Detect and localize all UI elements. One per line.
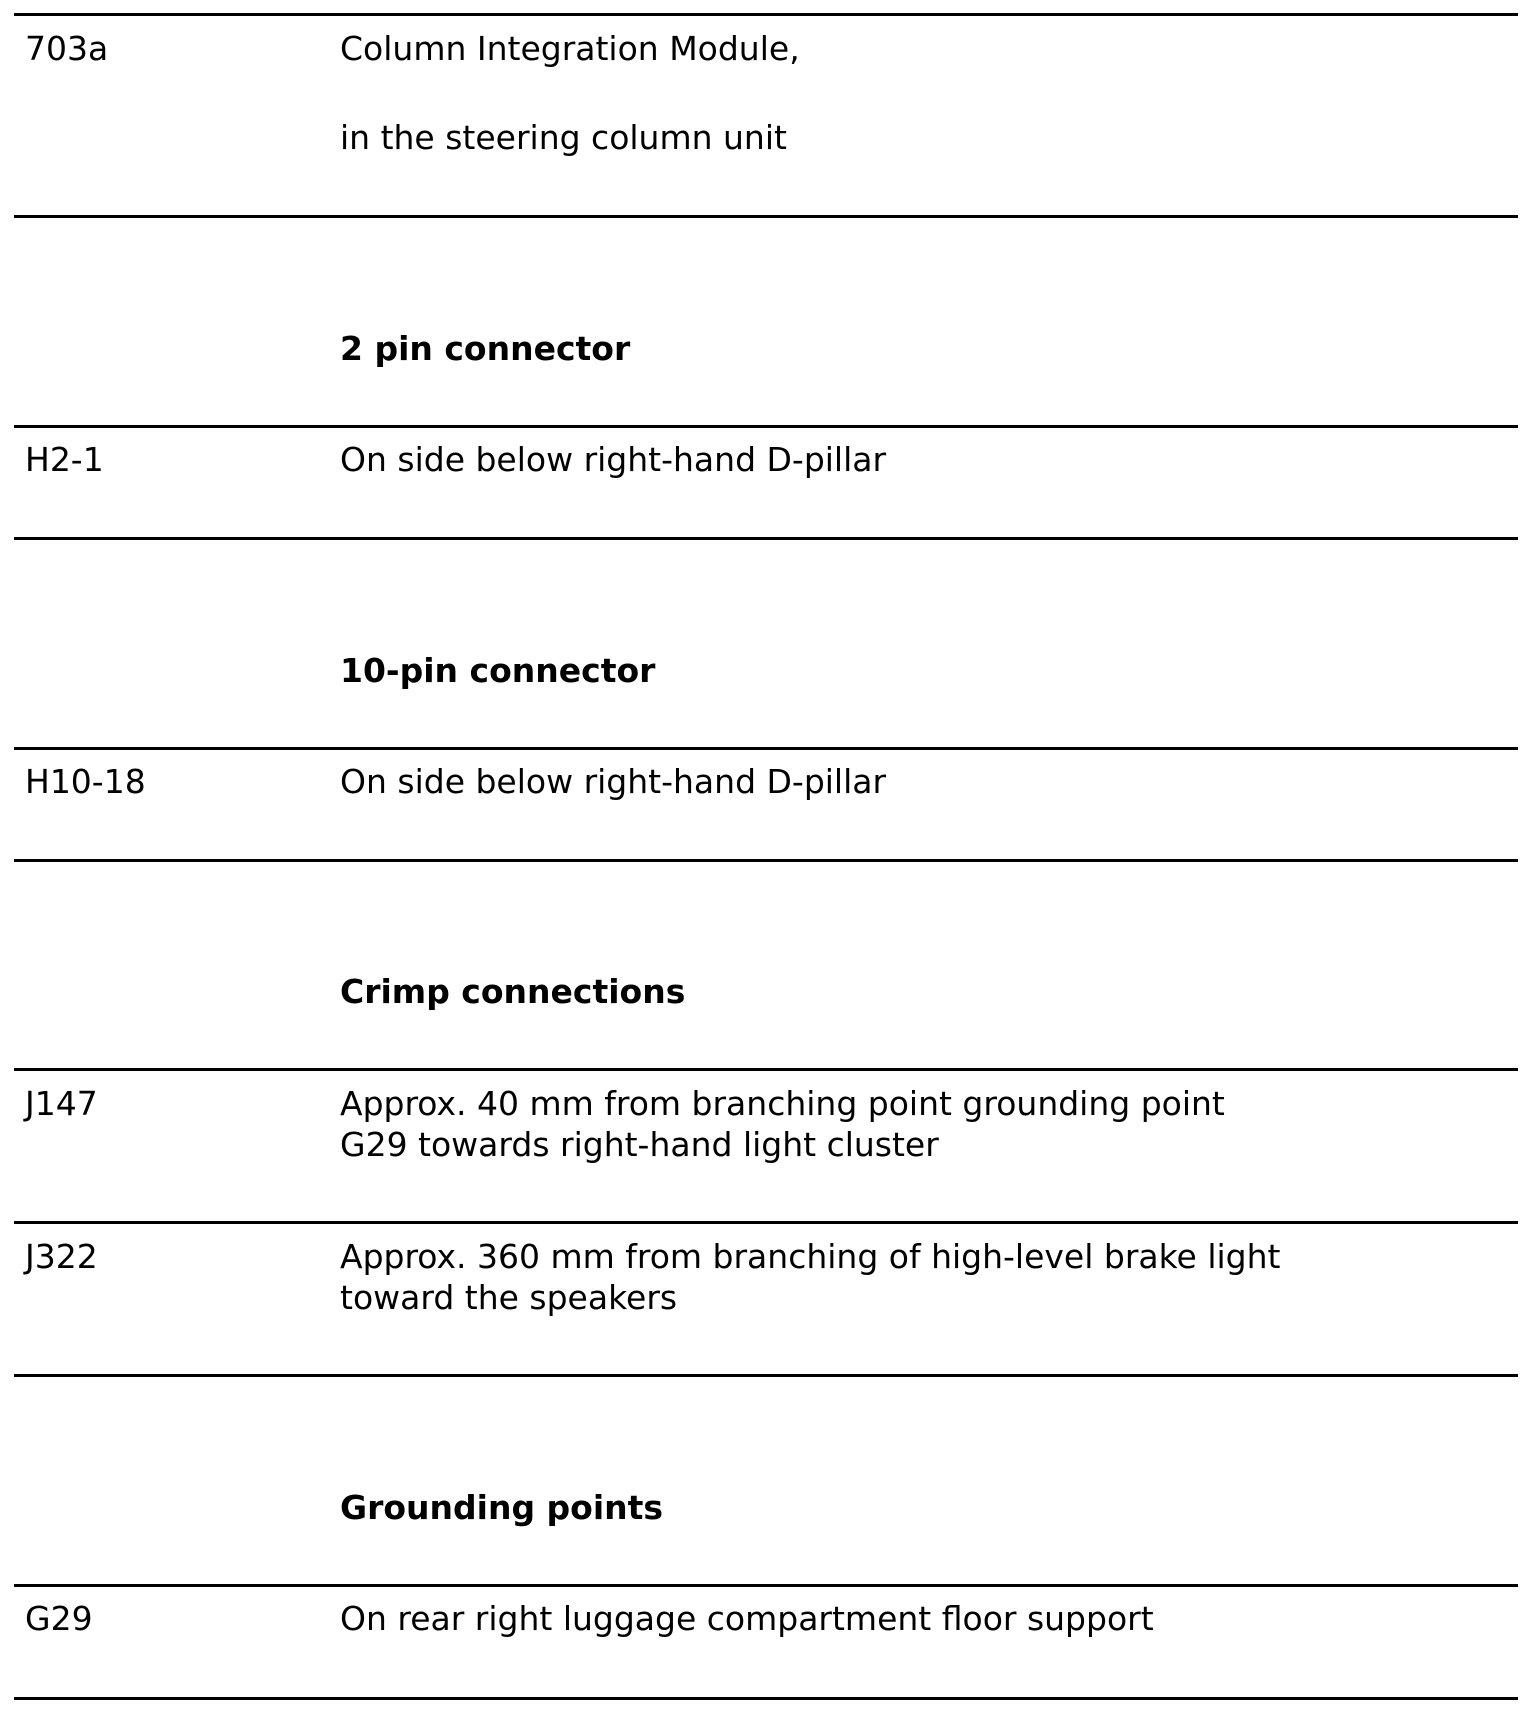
component-code: 703a xyxy=(25,29,109,68)
component-code: H2-1 xyxy=(25,440,104,479)
component-code: J322 xyxy=(25,1237,98,1276)
row-divider xyxy=(14,425,1518,428)
section-heading: Crimp connections xyxy=(340,972,686,1011)
row-divider xyxy=(14,1697,1518,1700)
component-description: Approx. 360 mm from branching of high-level brake light xyxy=(340,1237,1281,1276)
section-heading: Grounding points xyxy=(340,1488,664,1527)
component-description: On side below right-hand D-pillar xyxy=(340,762,887,801)
row-divider xyxy=(14,1584,1518,1587)
component-code: H10-18 xyxy=(25,762,146,801)
component-description-line2: G29 towards right-hand light cluster xyxy=(340,1125,939,1164)
component-description: Column Integration Module, xyxy=(340,29,800,68)
row-divider xyxy=(14,13,1518,16)
section-heading: 2 pin connector xyxy=(340,329,631,368)
component-description-line2: in the steering column unit xyxy=(340,118,787,157)
section-heading: 10-pin connector xyxy=(340,651,656,690)
row-divider xyxy=(14,1068,1518,1071)
row-divider xyxy=(14,859,1518,862)
row-divider xyxy=(14,747,1518,750)
component-code: G29 xyxy=(25,1599,93,1638)
row-divider xyxy=(14,1221,1518,1224)
component-description-line2: toward the speakers xyxy=(340,1278,678,1317)
component-description: Approx. 40 mm from branching point grounding point xyxy=(340,1084,1225,1123)
row-divider xyxy=(14,1374,1518,1377)
component-description: On rear right luggage compartment floor support xyxy=(340,1599,1154,1638)
row-divider xyxy=(14,537,1518,540)
component-code: J147 xyxy=(25,1084,98,1123)
row-divider xyxy=(14,215,1518,218)
component-description: On side below right-hand D-pillar xyxy=(340,440,887,479)
